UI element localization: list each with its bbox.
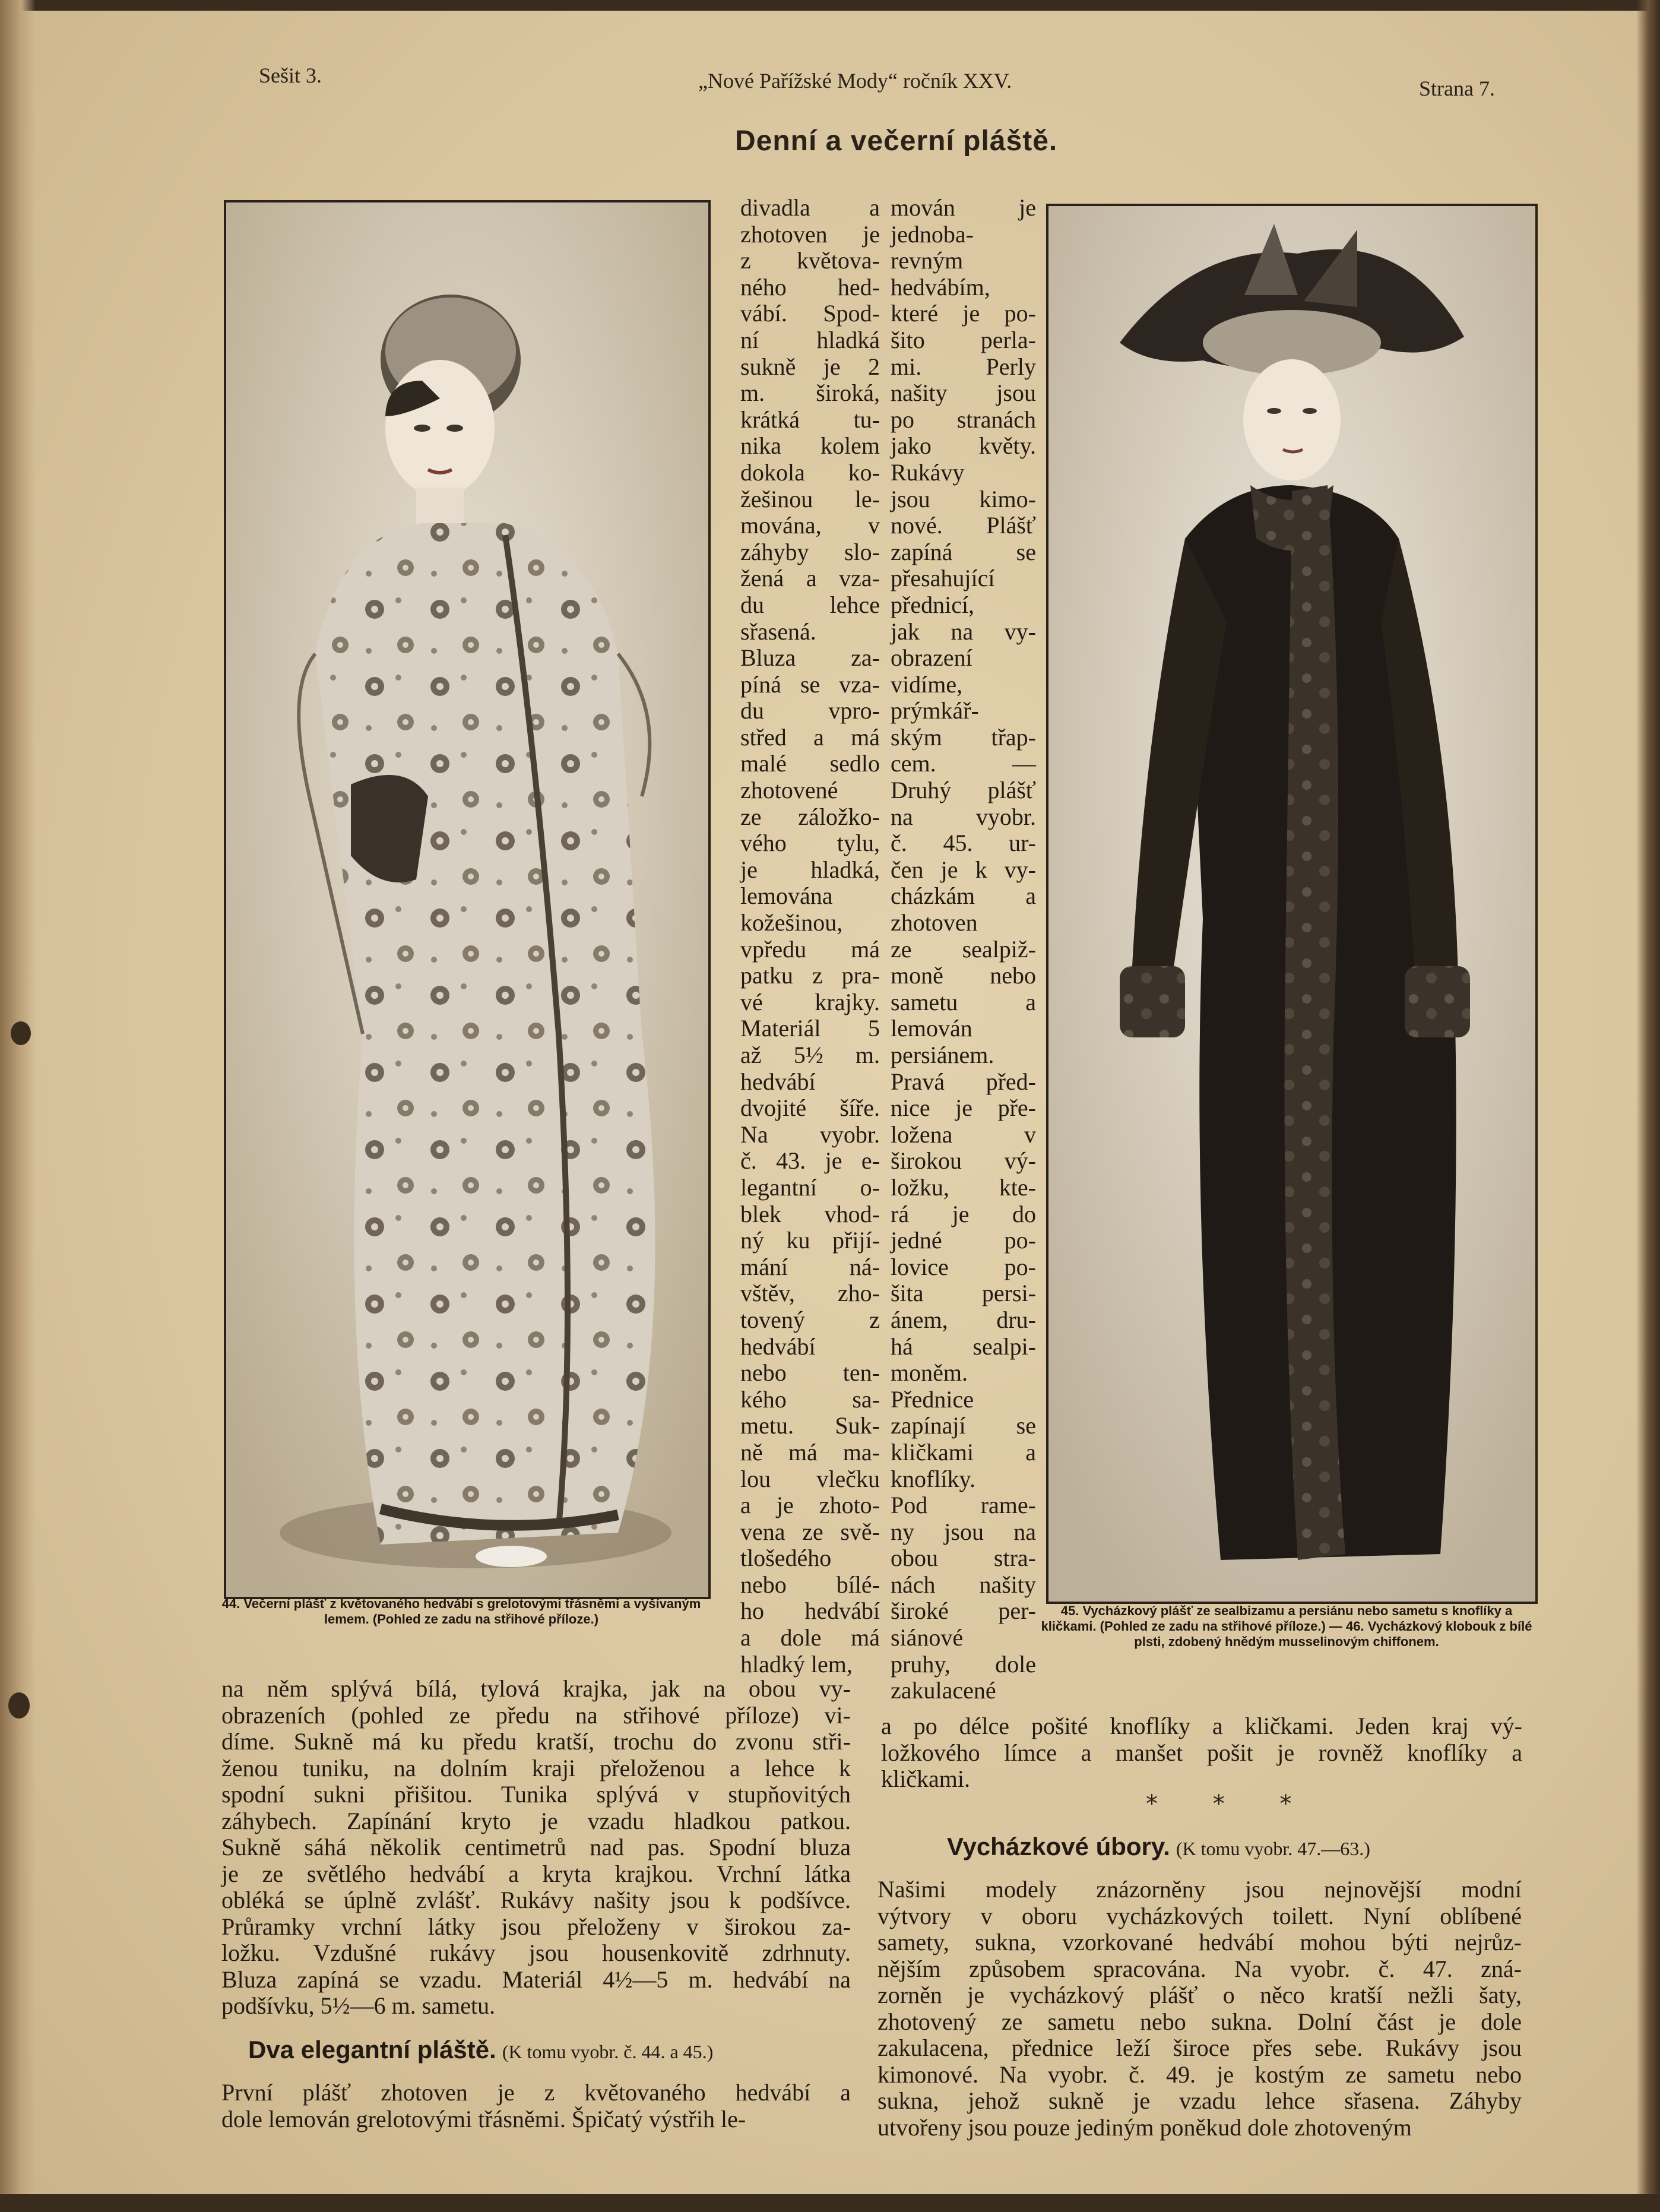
text-line: Materiál 5 xyxy=(740,1015,880,1042)
text-line: há sealpi- xyxy=(891,1333,1036,1360)
woman-fur-coat-illustration xyxy=(1048,206,1535,1602)
text-line: ložena v xyxy=(891,1121,1036,1148)
binding-mark xyxy=(8,1692,30,1719)
text-line: siánové xyxy=(891,1624,964,1651)
text-line: č. 45. ur- xyxy=(891,830,1036,857)
text-line: mován je xyxy=(891,194,1036,221)
text-line: moně nebo xyxy=(891,962,1036,989)
section-vychazkove-header xyxy=(947,1834,1541,1862)
text-line: a po délce pošité knoflíky a kličkami. Jeden kraj vý- xyxy=(881,1713,1522,1739)
text-line: sukně je 2 xyxy=(740,353,880,380)
text-line: kožešinou, xyxy=(740,909,843,936)
text-line: ským třap- xyxy=(891,723,1036,751)
text-line: Bluza za- xyxy=(740,644,880,672)
text-line: persiánem. xyxy=(891,1042,994,1068)
text-line: po stranách xyxy=(891,406,1036,433)
text-line: du vpro- xyxy=(740,697,880,724)
text-line: hedvábí xyxy=(740,1068,816,1095)
text-line: jedné po- xyxy=(891,1227,1036,1254)
text-line: ný ku přijí- xyxy=(740,1227,880,1254)
text-line: cem. — xyxy=(891,750,1036,777)
text-line: obou stra- xyxy=(891,1545,1036,1572)
text-line: kličkami. xyxy=(881,1765,970,1792)
text-line: metu. Suk- xyxy=(740,1412,880,1439)
text-line: hedvábím, xyxy=(891,273,990,300)
text-line: vštěv, zho- xyxy=(740,1280,880,1307)
text-line: obléká se úplně zvlášť. Rukávy našity jsou k podšívce. xyxy=(221,1887,851,1913)
text-line: tlošedého xyxy=(740,1545,832,1572)
section-vychazkove-text xyxy=(877,1876,1522,2141)
text-line: Pravá před- xyxy=(891,1068,1036,1095)
text-line: č. 43. je e- xyxy=(740,1147,880,1175)
text-line: a dole má xyxy=(740,1624,880,1651)
section-reference: (K tomu vyobr. č. 44. a 45.) xyxy=(502,2041,714,2062)
text-line: prýmkář- xyxy=(891,697,979,724)
text-line: zhotoven je xyxy=(740,220,880,248)
text-line: výtvory v oboru vycházkových toilett. Nyní oblíbené xyxy=(877,1902,1522,1929)
text-line: našity jsou xyxy=(891,379,1036,407)
text-line: je hladká, xyxy=(740,856,880,883)
text-line: jak na vy- xyxy=(891,618,1036,645)
text-line: kimonové. Na vyobr. č. 49. je kostým ze sametu nebo xyxy=(877,2061,1522,2088)
text-line: krátká tu- xyxy=(740,406,880,433)
text-line: které je po- xyxy=(891,300,1036,327)
text-line: utvořeny jsou pouze jediným poněkud dole zhotoveným xyxy=(877,2113,1412,2141)
text-line: široké per- xyxy=(891,1597,1036,1625)
page-title: Denní a večerní pláště. xyxy=(735,125,1058,157)
text-line: žešinou le- xyxy=(740,485,880,512)
section-separator: * * * xyxy=(1146,1790,1316,1818)
text-line: Přednice xyxy=(891,1385,974,1413)
text-line: dvojité šíře. xyxy=(740,1094,880,1122)
text-line: rá je do xyxy=(891,1200,1036,1227)
text-line: a je zhoto- xyxy=(740,1492,880,1519)
section-heading: Dva elegantní pláště. xyxy=(248,2036,496,2064)
text-line: zakulacené xyxy=(891,1677,996,1704)
text-line: z květova- xyxy=(740,247,880,274)
text-line: sřasená. xyxy=(740,618,816,645)
text-line: lou vlečku xyxy=(740,1465,880,1492)
text-line: je ze světlého hedvábí a kryta krajkou. Vrchní látka xyxy=(221,1860,851,1887)
text-line: Bluza zapíná se vzadu. Materiál 4½—5 m. hedvábí na xyxy=(221,1966,851,1993)
text-line: hladký lem, xyxy=(740,1650,853,1678)
text-line: tovený z xyxy=(740,1306,880,1333)
figure-44-photo xyxy=(224,200,711,1599)
header-page-number: Strana 7. xyxy=(1419,77,1495,100)
text-line: ho hedvábí xyxy=(740,1597,880,1625)
text-line: jsou kimo- xyxy=(891,485,1036,512)
scan-edge-right xyxy=(1636,0,1660,2212)
header-publication: „Nové Pařížské Mody“ ročník XXV. xyxy=(698,69,1012,93)
text-line: vého tylu, xyxy=(740,830,880,857)
text-line: du lehce xyxy=(740,591,880,618)
figure-45-46-caption: 45. Vycházkový plášť ze sealbizamu a persiánu nebo sametu s knoflíky a kličkami. (Pohled ze zadu na střihové příloze.) — 46. Vycházkový klobouk z bílé plsti, zdobený hnědým musselinovým chiffonem. xyxy=(1041,1603,1532,1649)
text-line: obrazeních (pohled ze předu na střihové příloze) vi- xyxy=(221,1701,851,1729)
text-column-middle xyxy=(740,195,880,1678)
text-line: lemován xyxy=(891,1015,972,1042)
text-line: m. široká, xyxy=(740,379,880,407)
header-issue: Sešit 3. xyxy=(259,64,322,87)
text-line: kličkami a xyxy=(891,1438,1036,1466)
text-line: nách našity xyxy=(891,1571,1036,1598)
text-line: Sukně sáhá několik centimetrů nad pas. Spodní bluza xyxy=(221,1834,851,1860)
text-line: legantní o- xyxy=(740,1173,880,1201)
text-line: přednicí, xyxy=(891,591,975,618)
section-dva-elegantni xyxy=(248,2037,854,2065)
text-line: zapínají se xyxy=(891,1412,1036,1439)
text-line: přesahující xyxy=(891,565,995,592)
text-line: sametu a xyxy=(891,988,1036,1015)
text-line: ložkového límce a manšet pošit je rovněž knoflíky a xyxy=(881,1739,1522,1766)
scan-edge-bottom xyxy=(0,2194,1660,2212)
text-line: Pod rame- xyxy=(891,1492,1036,1519)
text-line: jednoba- xyxy=(891,220,974,248)
text-line: ného hed- xyxy=(740,273,880,300)
text-line: dole lemován grelotovými třásněmi. Špičatý výstřih le- xyxy=(221,2105,746,2132)
text-body-right-continued xyxy=(881,1713,1522,1793)
scan-edge-top xyxy=(0,0,1660,11)
section-dva-text xyxy=(221,2080,851,2132)
text-line: střed a má xyxy=(740,723,880,751)
text-line: zhotovený ze sametu nebo sukna. Dolní část je dole xyxy=(877,2008,1522,2035)
text-line: hedvábí xyxy=(740,1333,816,1360)
text-line: mi. Perly xyxy=(891,353,1036,380)
text-body-left xyxy=(221,1676,851,2020)
text-line: Rukávy xyxy=(891,458,965,486)
text-line: na vyobr. xyxy=(891,803,1036,830)
text-line: ložku. Vzdušné rukávy jsou housenkovitě zdrhnuty. xyxy=(221,1939,851,1966)
text-line: šita persi- xyxy=(891,1280,1036,1307)
text-line: cházkám a xyxy=(891,882,1036,910)
text-line: vábí. Spod- xyxy=(740,300,880,327)
text-line: Na vyobr. xyxy=(740,1121,880,1148)
text-line: nika kolem xyxy=(740,432,880,460)
text-line: lovice po- xyxy=(891,1253,1036,1280)
section-heading: Vycházkové úbory. xyxy=(947,1833,1170,1860)
text-line: ze sealpiž- xyxy=(891,935,1036,963)
text-line: mání ná- xyxy=(740,1253,880,1280)
text-line: kého sa- xyxy=(740,1385,880,1413)
text-line: divadla a xyxy=(740,194,880,221)
figure-45-photo xyxy=(1046,204,1538,1604)
text-line: vena ze svě- xyxy=(740,1518,880,1545)
text-line: samety, sukna, vzorkované hedvábí mohou býti nejrůz- xyxy=(877,1929,1522,1955)
text-line: záhyby slo- xyxy=(740,538,880,565)
text-line: vidíme, xyxy=(891,670,963,698)
text-line: širokou vý- xyxy=(891,1147,1036,1175)
text-line: nice je pře- xyxy=(891,1094,1036,1122)
text-line: ánem, dru- xyxy=(891,1306,1036,1333)
text-line: patku z pra- xyxy=(740,962,880,989)
text-line: dokola ko- xyxy=(740,458,880,486)
text-line: knoflíky. xyxy=(891,1465,975,1492)
text-line: revným xyxy=(891,247,964,274)
text-line: ny jsou na xyxy=(891,1518,1036,1545)
text-line: nové. Plášť xyxy=(891,512,1036,539)
text-line: ze záložko- xyxy=(740,803,880,830)
text-line: nějším způsobem spracována. Na vyobr. č. 47. zná- xyxy=(877,1955,1522,1982)
text-line: na něm splývá bílá, tylová krajka, jak na obou vy- xyxy=(221,1675,851,1702)
text-line: zakulacena, přednice leží široce přes sebe. Rukávy jsou xyxy=(877,2034,1522,2061)
text-line: ně má ma- xyxy=(740,1438,880,1466)
text-line: moněm. xyxy=(891,1359,968,1387)
text-line: záhybech. Zapínání kryto je vzadu hladkou patkou. xyxy=(221,1807,851,1834)
text-line: ní hladká xyxy=(740,326,880,353)
section-reference: (K tomu vyobr. 47.—63.) xyxy=(1176,1838,1370,1859)
binding-mark xyxy=(11,1021,31,1045)
text-line: zapíná se xyxy=(891,538,1036,565)
text-line: sukna, jehož sukně je vzadu lehce sřasena. Záhyby xyxy=(877,2087,1522,2114)
text-column-right xyxy=(891,195,1036,1704)
scan-edge-left xyxy=(0,0,36,2212)
text-line: ženou tuniku, na dolním kraji přeloženou a lehce k xyxy=(221,1754,851,1781)
text-line: ložku, kte- xyxy=(891,1173,1036,1201)
text-line: zhotoven xyxy=(891,909,978,936)
text-line: žená a vza- xyxy=(740,565,880,592)
text-line: pruhy, dole xyxy=(891,1650,1036,1678)
text-line: Druhý plášť xyxy=(891,777,1036,804)
text-line: lemována xyxy=(740,882,833,910)
text-line: blek vhod- xyxy=(740,1200,880,1227)
text-line: Průramky vrchní látky jsou přeloženy v širokou za- xyxy=(221,1913,851,1940)
text-line: nebo ten- xyxy=(740,1359,880,1387)
text-line: šito perla- xyxy=(891,326,1036,353)
text-line: spodní sukni přišitou. Tunika splývá v stupňovitých xyxy=(221,1781,851,1808)
text-line: čen je k vy- xyxy=(891,856,1036,883)
text-line: První plášť zhotoven je z květovaného hedvábí a xyxy=(221,2079,851,2106)
text-line: mována, v xyxy=(740,512,880,539)
figure-44-caption: 44. Večerní plášť z květovaného hedvábí s grelotovými třásněmi a vyšívaným lemem. (Pohled ze zadu na střihové příloze.) xyxy=(221,1596,701,1626)
woman-evening-cloak-illustration xyxy=(226,202,708,1597)
text-line: až 5½ m. xyxy=(740,1042,880,1068)
text-line: vpředu má xyxy=(740,935,880,963)
text-line: nebo bílé- xyxy=(740,1571,880,1598)
text-line: obrazení xyxy=(891,644,972,672)
text-line: vé krajky. xyxy=(740,988,880,1015)
text-line: podšívku, 5½—6 m. sametu. xyxy=(221,1992,496,2019)
text-line: zorněn je vycházkový plášť o něco kratší nežli šaty, xyxy=(877,1982,1522,2008)
text-line: jako květy. xyxy=(891,432,1036,460)
text-line: píná se vza- xyxy=(740,670,880,698)
text-line: malé sedlo xyxy=(740,750,880,777)
text-line: Našimi modely znázorněny jsou nejnovější modní xyxy=(877,1876,1522,1903)
text-line: díme. Sukně má ku předu kratší, trochu do zvonu stři- xyxy=(221,1728,851,1755)
text-line: zhotovené xyxy=(740,777,838,804)
